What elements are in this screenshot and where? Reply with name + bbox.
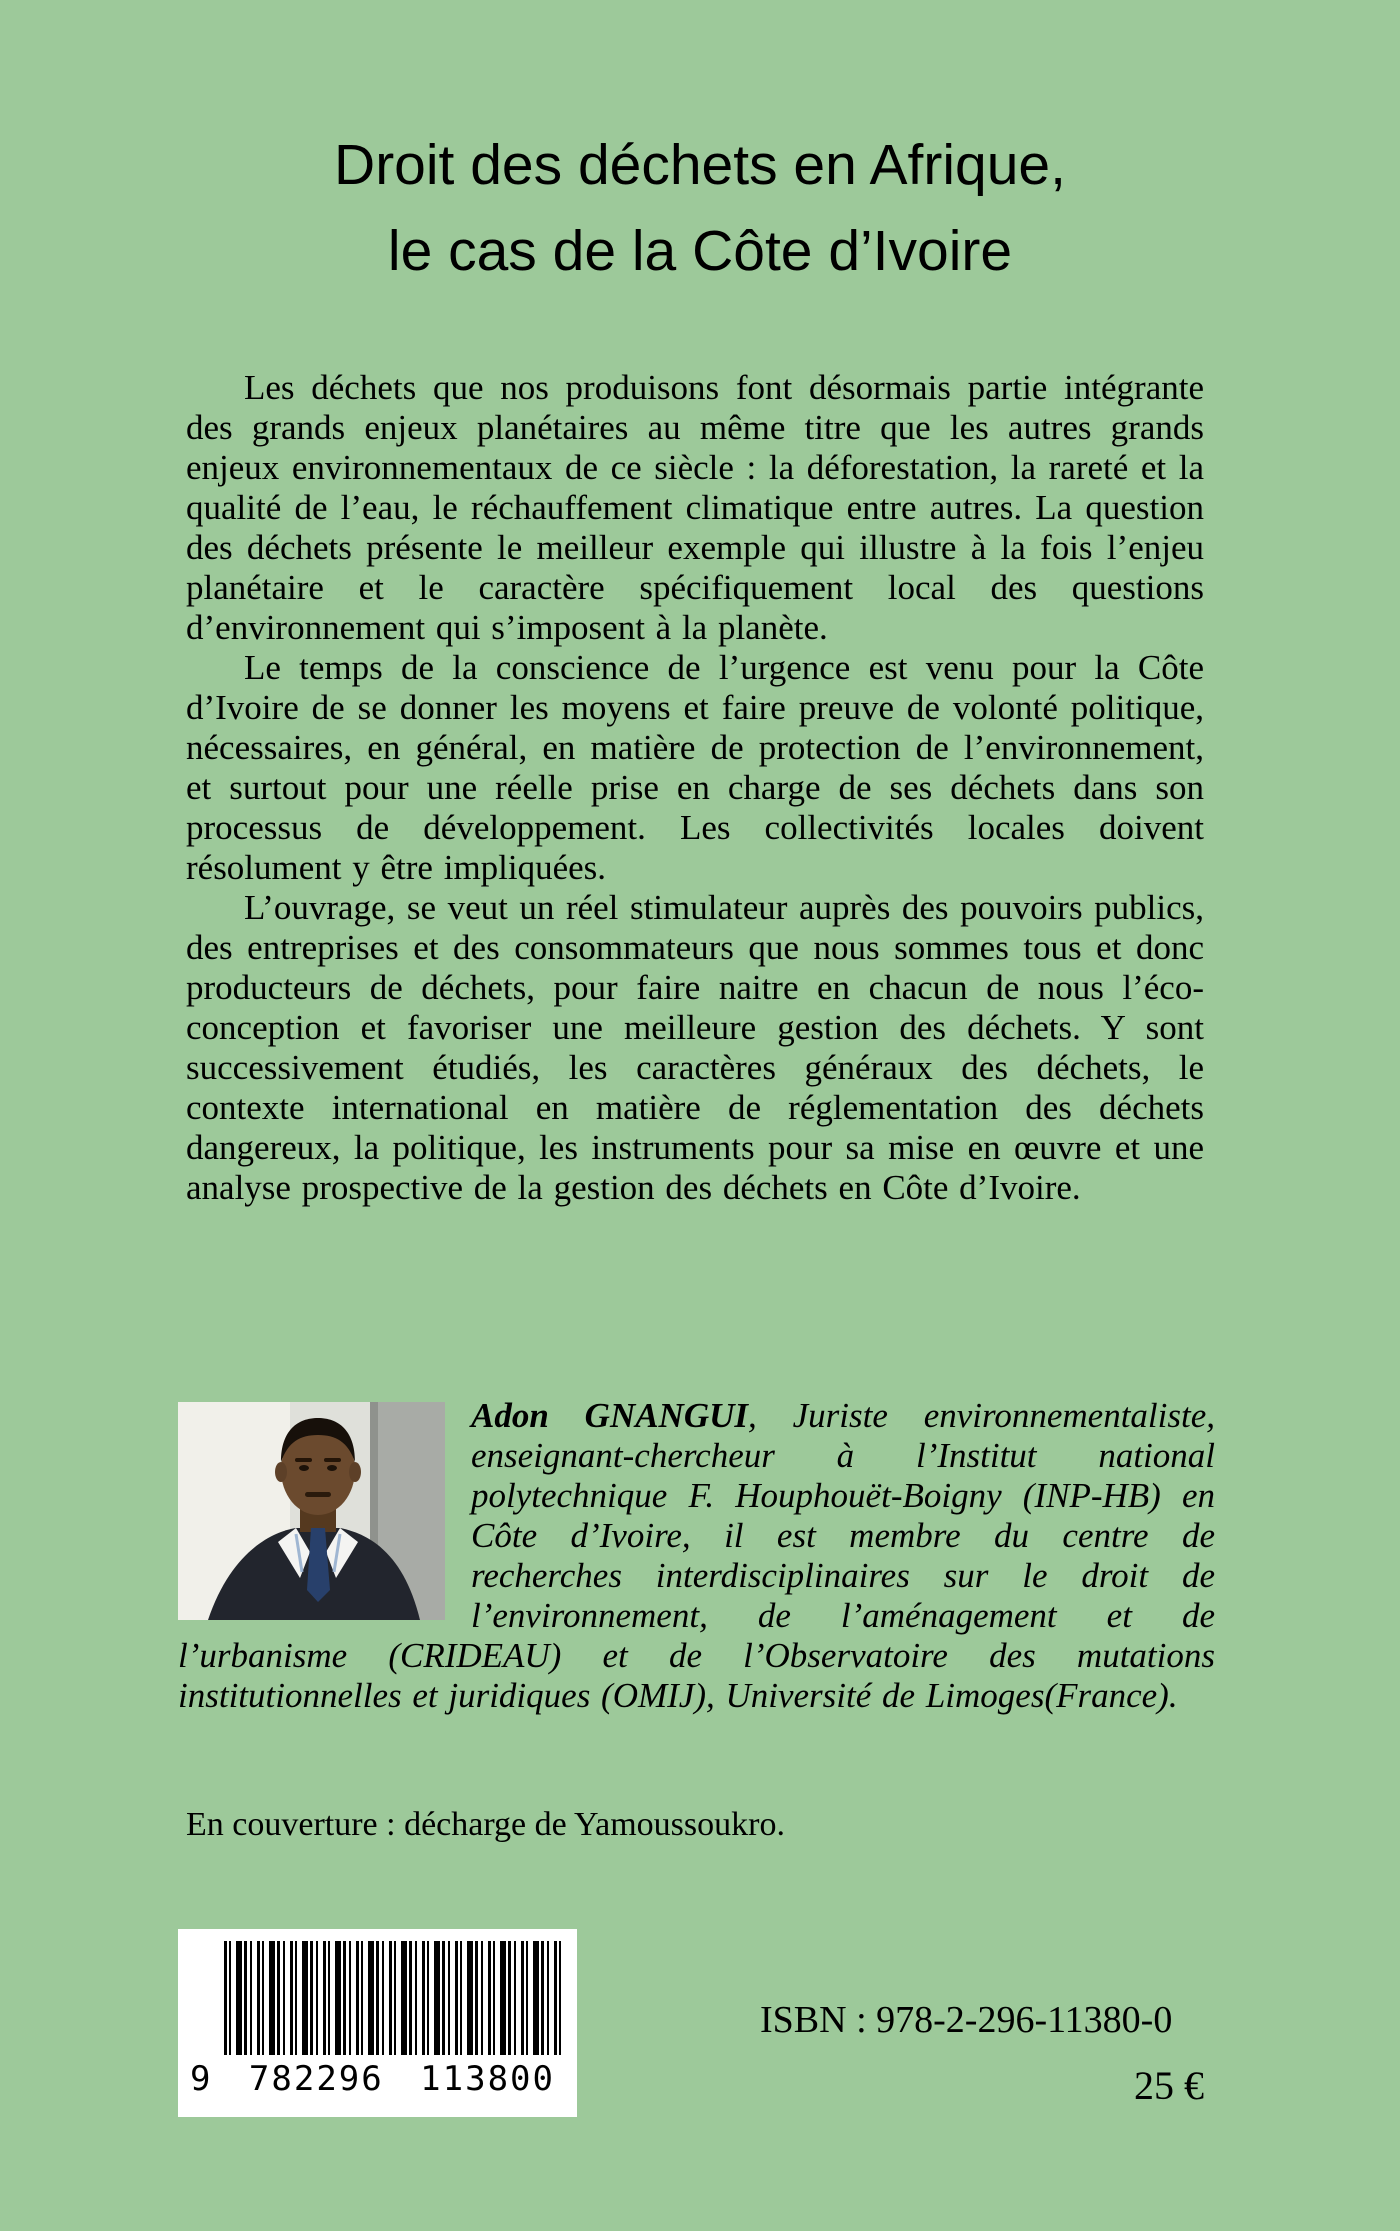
synopsis — [186, 368, 1204, 1208]
barcode-number — [190, 2059, 565, 2099]
author-bio — [178, 1396, 1215, 1716]
barcode — [178, 1929, 577, 2117]
book-title — [0, 122, 1400, 294]
barcode-group2: 113800 — [420, 2059, 555, 2099]
isbn-label: ISBN : 978-2-296-11380-0 — [760, 1999, 1173, 2041]
barcode-group1: 782296 — [248, 2059, 384, 2099]
barcode-digit-left: 9 — [190, 2059, 213, 2099]
synopsis-paragraph: Le temps de la conscience de l’urgence est venu pour la Côte d’Ivoire de se donner les moyens et faire preuve de volonté politique, nécessaires, en général, en matière de protection de l’environnement, et surtout pour une réelle prise en charge de ses déchets dans son processus de développement. Les collectivités locales doivent résolument y être impliquées. — [186, 648, 1204, 887]
book-title-line1: Droit des déchets en Afrique, — [334, 133, 1066, 198]
author-name: Adon GNANGUI — [471, 1396, 749, 1435]
author-photo — [178, 1402, 445, 1620]
cover-note: En couverture : décharge de Yamoussoukro. — [186, 1806, 785, 1843]
barcode-bars — [224, 1941, 565, 2055]
author-bio-text: , Juriste environnementaliste, enseignant-chercheur à l’Institut national polytechnique F. Houphouët-Boigny (INP-HB) en Côte d’Ivoire, il est membre du centre de recherches interdisciplinaires sur le droit de l’environnement, de l’aménagement et de l’urbanisme (CRIDEAU) et de l’Observatoire des mutations institutionnelles et juridiques (OMIJ), Université de Limoges(France). — [178, 1396, 1215, 1715]
synopsis-paragraph: Les déchets que nos produisons font désormais partie intégrante des grands enjeux planétaires au même titre que les autres grands enjeux environnementaux de ce siècle : la déforestation, la rareté et la qualité de l’eau, le réchauffement climatique entre autres. La question des déchets présente le meilleur exemple qui illustre à la fois l’enjeu planétaire et le caractère spécifiquement local des questions d’environnement qui s’imposent à la planète. — [186, 368, 1204, 647]
synopsis-paragraph: L’ouvrage, se veut un réel stimulateur auprès des pouvoirs publics, des entreprises et des consommateurs que nous sommes tous et donc producteurs de déchets, pour faire naitre en chacun de nous l’éco-conception et favoriser une meilleure gestion des déchets. Y sont successivement étudiés, les caractères généraux des déchets, le contexte international en matière de réglementation des déchets dangereux, la politique, les instruments pour sa mise en œuvre et une analyse prospective de la gestion des déchets en Côte d’Ivoire. — [186, 888, 1204, 1207]
price-label: 25 € — [1134, 2063, 1204, 2108]
book-title-line2: le cas de la Côte d’Ivoire — [387, 219, 1013, 284]
